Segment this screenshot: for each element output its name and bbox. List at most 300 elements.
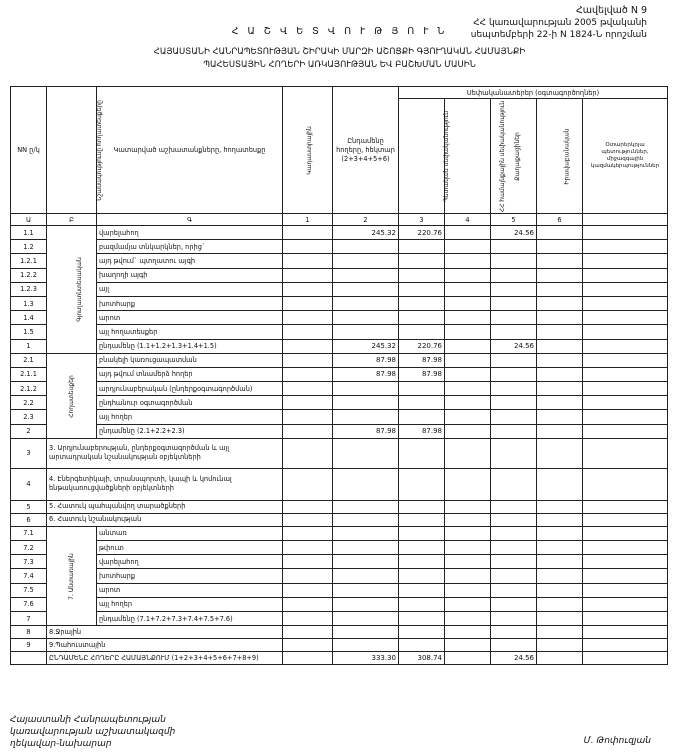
row-legal (537, 268, 583, 282)
row-name: խոտհարք (97, 296, 283, 310)
subtitle-line1: ՀԱՅԱՍՏԱՆԻ ՀԱՆՐԱՊԵՏՈՒԹՅԱՆ ՇԻՐԱԿԻ ՄԱՐԶԻ ԱՇՈՑՔԻ ԳՅՈՒՂԱԿԱՆ ՀԱՄԱՅՆՔԻ (153, 47, 526, 57)
row-community (445, 652, 491, 665)
row-name: ընդամենը (7.1+7.2+7.3+7.4+7.5+7.6) (97, 611, 283, 625)
row-foreign (583, 325, 668, 339)
row-citizens (491, 583, 537, 597)
row-state (399, 611, 445, 625)
row-citizens (491, 555, 537, 569)
row-foreign (583, 268, 668, 282)
row-legal (537, 353, 583, 367)
total-row (11, 652, 668, 665)
row-code (283, 367, 333, 381)
row-group-label: Գյուղատնտեսական (47, 226, 97, 354)
row-legal (537, 240, 583, 254)
row-community (445, 569, 491, 583)
row-cell (537, 468, 583, 500)
row-name: խաղողի այգի (97, 268, 283, 282)
table-row (11, 626, 668, 639)
row-foreign (583, 526, 668, 540)
row-number: 2.1 (11, 353, 47, 367)
row-number: 2.1.2 (11, 382, 47, 396)
row-legal (537, 597, 583, 611)
row-legal (537, 526, 583, 540)
table-row (11, 353, 668, 367)
row-state: 87.98 (399, 424, 445, 438)
row-total (333, 583, 399, 597)
header-c4: Քաղաքացիներ (491, 99, 537, 214)
row-cell (333, 438, 399, 468)
row-state (399, 569, 445, 583)
row-legal (537, 611, 583, 625)
table-row (11, 468, 668, 500)
document-title: Հ Ա Շ Վ Ե Տ Վ Ո Ւ Թ Յ Ո Ւ Ն (231, 26, 448, 37)
row-legal (537, 382, 583, 396)
row-legal (537, 339, 583, 353)
row-citizens (491, 311, 537, 325)
row-foreign (583, 382, 668, 396)
row-code (283, 382, 333, 396)
row-foreign (583, 410, 668, 424)
row-legal (537, 311, 583, 325)
header-c5: Իրավաբանական (537, 99, 583, 214)
row-foreign (583, 311, 668, 325)
table-row (11, 396, 668, 410)
row-name: 6. Հատուկ նշանակության (47, 513, 283, 526)
row-code (283, 296, 333, 310)
table-row (11, 226, 668, 240)
row-community (445, 410, 491, 424)
row-number: 2 (11, 424, 47, 438)
row-total (333, 569, 399, 583)
row-name: ընդամենը (2.1+2.2+2.3) (97, 424, 283, 438)
row-cell (491, 500, 537, 513)
row-name: ընդամենը (1.1+1.2+1.3+1.4+1.5) (97, 339, 283, 353)
row-cell (283, 513, 333, 526)
row-state (399, 583, 445, 597)
table-row (11, 597, 668, 611)
row-citizens (491, 382, 537, 396)
row-citizens (491, 296, 537, 310)
row-total (333, 396, 399, 410)
row-total (333, 555, 399, 569)
row-name: 9.Պահուստային (47, 639, 283, 652)
row-total (333, 282, 399, 296)
row-citizens (491, 282, 537, 296)
row-total: 87.98 (333, 424, 399, 438)
row-cell (333, 468, 399, 500)
row-number: 1.2 (11, 240, 47, 254)
row-legal (537, 296, 583, 310)
row-cell (445, 468, 491, 500)
table-row (11, 424, 668, 438)
row-citizens: 24.56 (491, 226, 537, 240)
row-name: այլ (97, 282, 283, 296)
row-cell (333, 513, 399, 526)
row-cell (583, 500, 668, 513)
row-community (445, 424, 491, 438)
header-c3: ՀՀ համայնքային սեփականություն (445, 99, 491, 214)
header-name: Կատարված աշխատանքները, հողատեսքը (97, 87, 283, 214)
header-c2: Պետական սեփականություն (399, 99, 445, 214)
row-foreign (583, 367, 668, 381)
row-community (445, 396, 491, 410)
row-legal (537, 410, 583, 424)
table-row (11, 268, 668, 282)
row-legal (537, 325, 583, 339)
table-row (11, 500, 668, 513)
row-number: 1.2.2 (11, 268, 47, 282)
row-cell (399, 513, 445, 526)
row-number: 2.3 (11, 410, 47, 424)
row-code (283, 541, 333, 555)
row-number: 6 (11, 513, 47, 526)
table-row (11, 282, 668, 296)
row-community (445, 339, 491, 353)
row-foreign (583, 597, 668, 611)
row-community (445, 282, 491, 296)
index-row: Ա Բ Գ 1 2 3 4 5 6 (11, 214, 668, 226)
row-citizens (491, 424, 537, 438)
row-state: 220.76 (399, 226, 445, 240)
row-state: 87.98 (399, 353, 445, 367)
row-foreign (583, 424, 668, 438)
table-row (11, 569, 668, 583)
row-number: 5 (11, 500, 47, 513)
row-code (283, 353, 333, 367)
table-row (11, 583, 668, 597)
row-total: 245.32 (333, 226, 399, 240)
row-total: 87.98 (333, 353, 399, 367)
row-number: 7.1 (11, 526, 47, 540)
row-community (445, 611, 491, 625)
row-number: 7.4 (11, 569, 47, 583)
row-number: 7.2 (11, 541, 47, 555)
row-cell (399, 438, 445, 468)
row-code (283, 611, 333, 625)
row-state (399, 555, 445, 569)
table-row (11, 438, 668, 468)
row-name: ընդհանուր օգտագործման (97, 396, 283, 410)
row-cell (283, 500, 333, 513)
row-group-label: 7. Անտառային (47, 526, 97, 625)
row-state: 220.76 (399, 339, 445, 353)
row-citizens (491, 240, 537, 254)
row-community (445, 254, 491, 268)
appendix-number: Հավելված N 9 (575, 5, 647, 16)
row-name: վարելահող (97, 226, 283, 240)
row-foreign (583, 254, 668, 268)
row-cell (583, 626, 668, 639)
table-row (11, 367, 668, 381)
row-total (333, 526, 399, 540)
row-community (445, 583, 491, 597)
row-name: այդ թվում տնամերձ հողեր (97, 367, 283, 381)
row-name: այդ թվում` պտղատու այգի (97, 254, 283, 268)
row-code (283, 311, 333, 325)
row-total (333, 325, 399, 339)
row-number: 3 (11, 438, 47, 468)
row-foreign (583, 541, 668, 555)
row-total (333, 541, 399, 555)
row-cell (399, 626, 445, 639)
row-cell (399, 639, 445, 652)
row-community (445, 296, 491, 310)
row-total (333, 268, 399, 282)
row-total: 333.30 (333, 652, 399, 665)
row-number: 9 (11, 639, 47, 652)
row-foreign (583, 569, 668, 583)
table-row (11, 311, 668, 325)
row-cell (583, 468, 668, 500)
row-code (283, 282, 333, 296)
row-cell (537, 500, 583, 513)
row-number: 1.2.1 (11, 254, 47, 268)
row-cell (399, 468, 445, 500)
row-state (399, 410, 445, 424)
row-foreign (583, 296, 668, 310)
row-code (283, 410, 333, 424)
row-cell (445, 500, 491, 513)
row-number: 4 (11, 468, 47, 500)
row-state (399, 396, 445, 410)
header-total: Ընդամենը հողերը, հեկտար (2+3+4+5+6) (333, 87, 399, 214)
row-total: 245.32 (333, 339, 399, 353)
row-total (333, 311, 399, 325)
row-cell (491, 468, 537, 500)
row-name: այլ հողեր (97, 410, 283, 424)
table-row (11, 240, 668, 254)
table-row (11, 513, 668, 526)
row-name: 4. Էներգետիկայի, տրանսպորտի, կապի և կոմունալ ենթակառուցվածքների օբյեկտների (47, 468, 283, 500)
row-name: անտառ (97, 526, 283, 540)
row-cell (537, 626, 583, 639)
row-cell (491, 513, 537, 526)
table-row (11, 296, 668, 310)
row-community (445, 240, 491, 254)
row-state (399, 240, 445, 254)
row-code (283, 240, 333, 254)
row-cell (537, 639, 583, 652)
row-number: 1.5 (11, 325, 47, 339)
row-state (399, 268, 445, 282)
table-row (11, 526, 668, 540)
row-total (333, 611, 399, 625)
row-community (445, 325, 491, 339)
row-citizens (491, 367, 537, 381)
header-c6: Օտարերկրյա պետություններ, միջազգային կազմակերպություններ (583, 99, 668, 214)
row-number: 7.5 (11, 583, 47, 597)
row-cell (583, 438, 668, 468)
row-community (445, 382, 491, 396)
row-legal (537, 555, 583, 569)
row-cell (283, 626, 333, 639)
table-row (11, 254, 668, 268)
row-citizens (491, 410, 537, 424)
row-legal (537, 541, 583, 555)
row-cell (445, 626, 491, 639)
row-cell (283, 438, 333, 468)
signatory-line1: Հայաստանի Հանրապետության (10, 715, 166, 725)
row-total (333, 296, 399, 310)
row-citizens (491, 541, 537, 555)
row-legal (537, 226, 583, 240)
table-row (11, 382, 668, 396)
row-community (445, 541, 491, 555)
row-citizens (491, 268, 537, 282)
table-row (11, 325, 668, 339)
table-row (11, 611, 668, 625)
subtitle-line2: ՊԱՀԵՍՏԱՅԻՆ ՀՈՂԵՐԻ ԱՌԿԱՅՈՒԹՅԱՆ ԵՎ ԲԱՇԽՄԱՆ ՄԱՍԻՆ (203, 60, 476, 70)
document-subtitle (0, 46, 679, 72)
row-cell (491, 438, 537, 468)
row-state: 308.74 (399, 652, 445, 665)
row-name: ԸՆԴԱՄԵՆԸ ՀՈՂԵՐԸ ՀԱՄԱՅՆՔՈՒՄ (1+2+3+4+5+6+7+8+9) (47, 652, 283, 665)
row-community (445, 353, 491, 367)
row-name: 8.Ջրային (47, 626, 283, 639)
land-report-table (10, 86, 668, 665)
header-code: Կադաստրային (283, 87, 333, 214)
row-code (283, 226, 333, 240)
row-foreign (583, 339, 668, 353)
row-legal (537, 254, 583, 268)
row-foreign (583, 652, 668, 665)
header-num: NN ը/կ (11, 87, 47, 214)
row-foreign (583, 353, 668, 367)
row-citizens (491, 526, 537, 540)
row-code (283, 396, 333, 410)
row-name: արոտ (97, 583, 283, 597)
row-number: 1.2.3 (11, 282, 47, 296)
signatory-line3: ղեկավար-նախարար (10, 739, 112, 749)
row-citizens: 24.56 (491, 652, 537, 665)
row-citizens (491, 396, 537, 410)
row-name: թփուտ (97, 541, 283, 555)
row-state (399, 254, 445, 268)
row-cell (445, 513, 491, 526)
row-code (283, 526, 333, 540)
row-number: 7.6 (11, 597, 47, 611)
row-community (445, 597, 491, 611)
table-row (11, 639, 668, 652)
row-foreign (583, 282, 668, 296)
row-code (283, 325, 333, 339)
row-legal (537, 652, 583, 665)
row-citizens (491, 325, 537, 339)
row-name: արդյունաբերական (ընդերքօգտագործման) (97, 382, 283, 396)
row-total (333, 410, 399, 424)
row-cell (537, 513, 583, 526)
row-code (283, 268, 333, 282)
row-code (283, 597, 333, 611)
row-cell (583, 639, 668, 652)
row-name: բնակելի կառուցապատման (97, 353, 283, 367)
row-legal (537, 396, 583, 410)
row-name: 5. Հատուկ պահպանվող տարածքների (47, 500, 283, 513)
row-cell (333, 639, 399, 652)
row-community (445, 555, 491, 569)
signatory-name: Մ. Թոփուզյան (583, 736, 651, 746)
header-users-group: Սեփականատերեր (օգտագործողներ) (399, 87, 668, 99)
row-state (399, 311, 445, 325)
row-legal (537, 367, 583, 381)
row-name: բազմամյա տնկարկներ, որից` (97, 240, 283, 254)
row-name: խոտհարք (97, 569, 283, 583)
row-code (283, 569, 333, 583)
row-cell (399, 500, 445, 513)
table-row (11, 541, 668, 555)
row-foreign (583, 240, 668, 254)
row-foreign (583, 226, 668, 240)
row-total (333, 597, 399, 611)
row-state (399, 526, 445, 540)
row-foreign (583, 611, 668, 625)
row-legal (537, 424, 583, 438)
row-legal (537, 569, 583, 583)
row-total: 87.98 (333, 367, 399, 381)
row-code (283, 555, 333, 569)
row-community (445, 311, 491, 325)
row-state (399, 597, 445, 611)
row-code (283, 652, 333, 665)
row-community (445, 526, 491, 540)
row-cell (445, 438, 491, 468)
row-state: 87.98 (399, 367, 445, 381)
row-community (445, 268, 491, 282)
row-state (399, 296, 445, 310)
row-citizens: 24.56 (491, 339, 537, 353)
row-legal (537, 282, 583, 296)
row-name: արոտ (97, 311, 283, 325)
row-number: 7 (11, 611, 47, 625)
signatory-line2: կառավարության աշխատակազմի (10, 727, 176, 737)
row-name: վարելահող (97, 555, 283, 569)
row-number: 8 (11, 626, 47, 639)
row-foreign (583, 555, 668, 569)
signatory-title (10, 714, 175, 750)
row-legal (537, 583, 583, 597)
row-state (399, 282, 445, 296)
row-citizens (491, 611, 537, 625)
row-total (333, 382, 399, 396)
row-number: 1.1 (11, 226, 47, 240)
row-citizens (491, 569, 537, 583)
row-citizens (491, 353, 537, 367)
row-cell (445, 639, 491, 652)
table-row (11, 555, 668, 569)
row-cell (333, 626, 399, 639)
row-community (445, 226, 491, 240)
appendix-line3: սեպտեմբերի 22-ի N 1824-Ն որոշման (470, 30, 647, 40)
row-code (283, 424, 333, 438)
row-code (283, 339, 333, 353)
row-number: 2.1.1 (11, 367, 47, 381)
row-cell (333, 500, 399, 513)
row-state (399, 325, 445, 339)
row-number: 7.3 (11, 555, 47, 569)
row-total (333, 254, 399, 268)
row-code (283, 254, 333, 268)
row-group-label: Հողատեսքեր (47, 353, 97, 438)
table-row (11, 410, 668, 424)
row-cell (537, 438, 583, 468)
header-group: Նշանակությունը հողատեսքերը (47, 87, 97, 214)
row-cell (283, 639, 333, 652)
row-state (399, 541, 445, 555)
row-cell (491, 626, 537, 639)
row-name: այլ հողեր (97, 597, 283, 611)
row-citizens (491, 597, 537, 611)
row-total (333, 240, 399, 254)
